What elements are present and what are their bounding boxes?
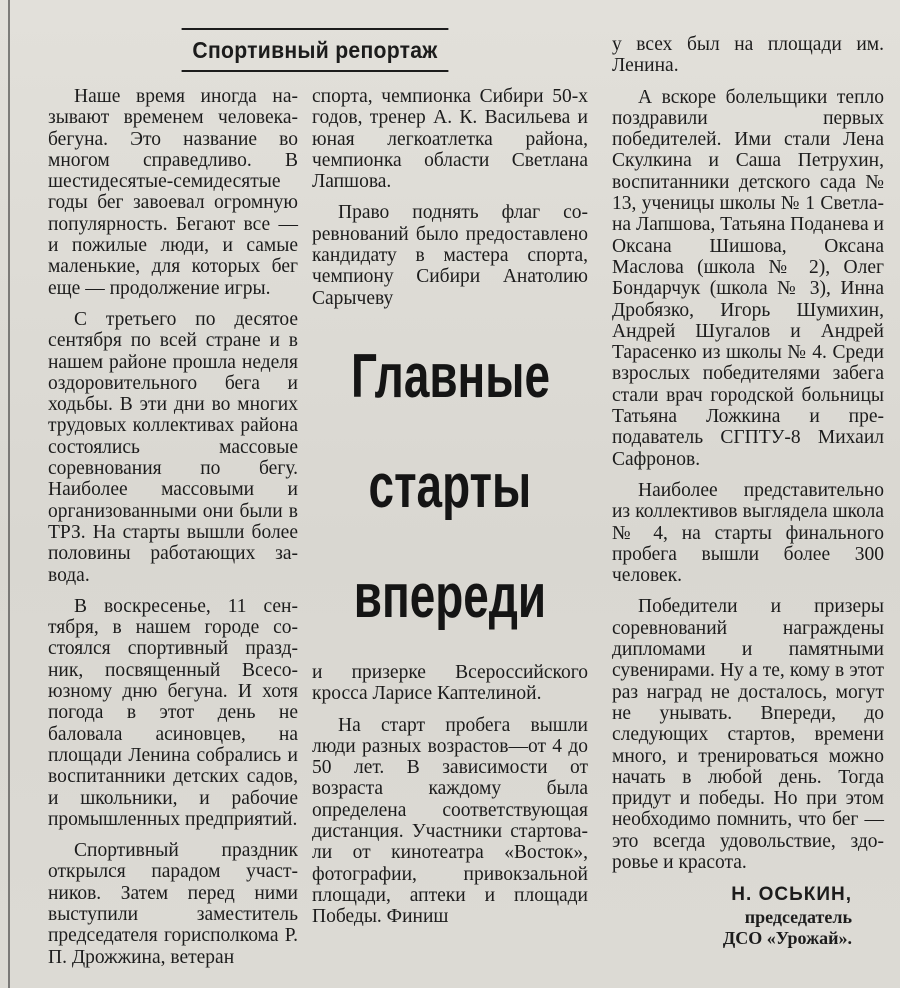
paragraph: Спортивный праздник открылся парадом участников. Затем перед ними выступили заместитель председателя горисполкома Р. П. Дрожжина, ветеран xyxy=(48,840,298,968)
paragraph: Право поднять флаг соревнований было предоставлено кандидату в мастера спорта, чемпиону Сибири Анатолию Сарычеву xyxy=(312,202,588,309)
author-organization: ДСО «Урожай». xyxy=(722,928,852,949)
paragraph: С третьего по десятое сентября по всей стране и в нашем районе прошла неделя оздоровительного бега и ходьбы. В эти дни во многих трудовых коллективах района состоялись массовые соревнования по бегу. Наиболее массовыми и организованными они были в ТРЗ. На старты вышли более половины работающих завода. xyxy=(48,308,298,586)
paragraph: В воскресенье, 11 сентября, в нашем городе состоялся спортивный праздник, посвященный Всесоюзному дню бегуна. И хотя погода в этот день не баловала асиновцев, на площади Ленина собрались и воспитанники детских садов, и школьники, и рабочие промышленных предприятий. xyxy=(48,595,298,830)
paragraph: у всех был на площади им. Ленина. xyxy=(612,34,884,77)
paragraph: На старт пробега вышли люди разных возрастов—от 4 до 50 лет. В зависимости от возраста каждому была определена соответствующая дистанция. Участники стартовали от кинотеатра «Восток», фотографии, привокзальной площади, аптеки и площади Победы. Финиш xyxy=(312,714,588,928)
headline-line: старты xyxy=(368,452,532,521)
paragraph: А вскоре болельщики тепло поздравили первых победителей. Ими стали Лена Скулкина и Саша Петрухин, воспитанники детского сада № 13, ученицы школы № 1 Светлана Лапшова, Татьяна Поданева и Оксана Шишова, Оксана Маслова (школа № 2), Олег Бондарчук (школа № 3), Инна Дробязко, Игорь Шумихин, Андрей Шугалов и Андрей Тарасенко из школы № 4. Среди взрослых победителями забега стали врач городской больницы Татьяна Ложкина и преподаватель СГПТУ-8 Михаил Сафронов. xyxy=(612,86,884,470)
article-column-2-top xyxy=(312,86,588,319)
section-rubric: Спортивный репортаж xyxy=(182,28,449,72)
paragraph: спорта, чемпионка Сибири 50-х годов, тренер А. К. Васильева и юная легкоатлетка района, чемпионка области Светлана Лапшова. xyxy=(312,86,588,193)
headline-line: Главные xyxy=(350,342,550,411)
column-rule xyxy=(8,0,10,988)
author-name: Н. ОСЬКИН, xyxy=(731,884,852,906)
article-headline xyxy=(312,322,588,652)
article-column-3 xyxy=(612,34,884,949)
article-column-1 xyxy=(48,86,298,978)
headline-line: впереди xyxy=(353,562,547,631)
author-role: председатель xyxy=(744,907,852,928)
paragraph: и призерке Всероссийского кросса Ларисе Каптелиной. xyxy=(312,662,588,705)
paragraph: Победители и призеры соревнований награждены дипломами и памятными сувенирами. Ну а те, кому в этот раз наград не досталось, могут не унывать. Впереди, до следующих стартов, времени много, и тренироваться можно начать в любой день. Тогда придут и победы. Но при этом необходимо помнить, что бег — это всегда удовольствие, здоровье и красота. xyxy=(612,596,884,873)
article-column-2-bottom xyxy=(312,662,588,938)
author-signature xyxy=(612,883,884,949)
paragraph: Наиболее представительно из коллективов выглядела школа № 4, на старты финального пробега вышли более 300 человек. xyxy=(612,479,884,587)
paragraph: Наше время иногда называют временем человека-бегуна. Это название во многом справедливо. В шестидесятые-семидесятые годы бег завоевал огромную популярность. Бегают все — и пожилые люди, и самые маленькие, для которых бег еще — продолжение игры. xyxy=(48,86,298,299)
